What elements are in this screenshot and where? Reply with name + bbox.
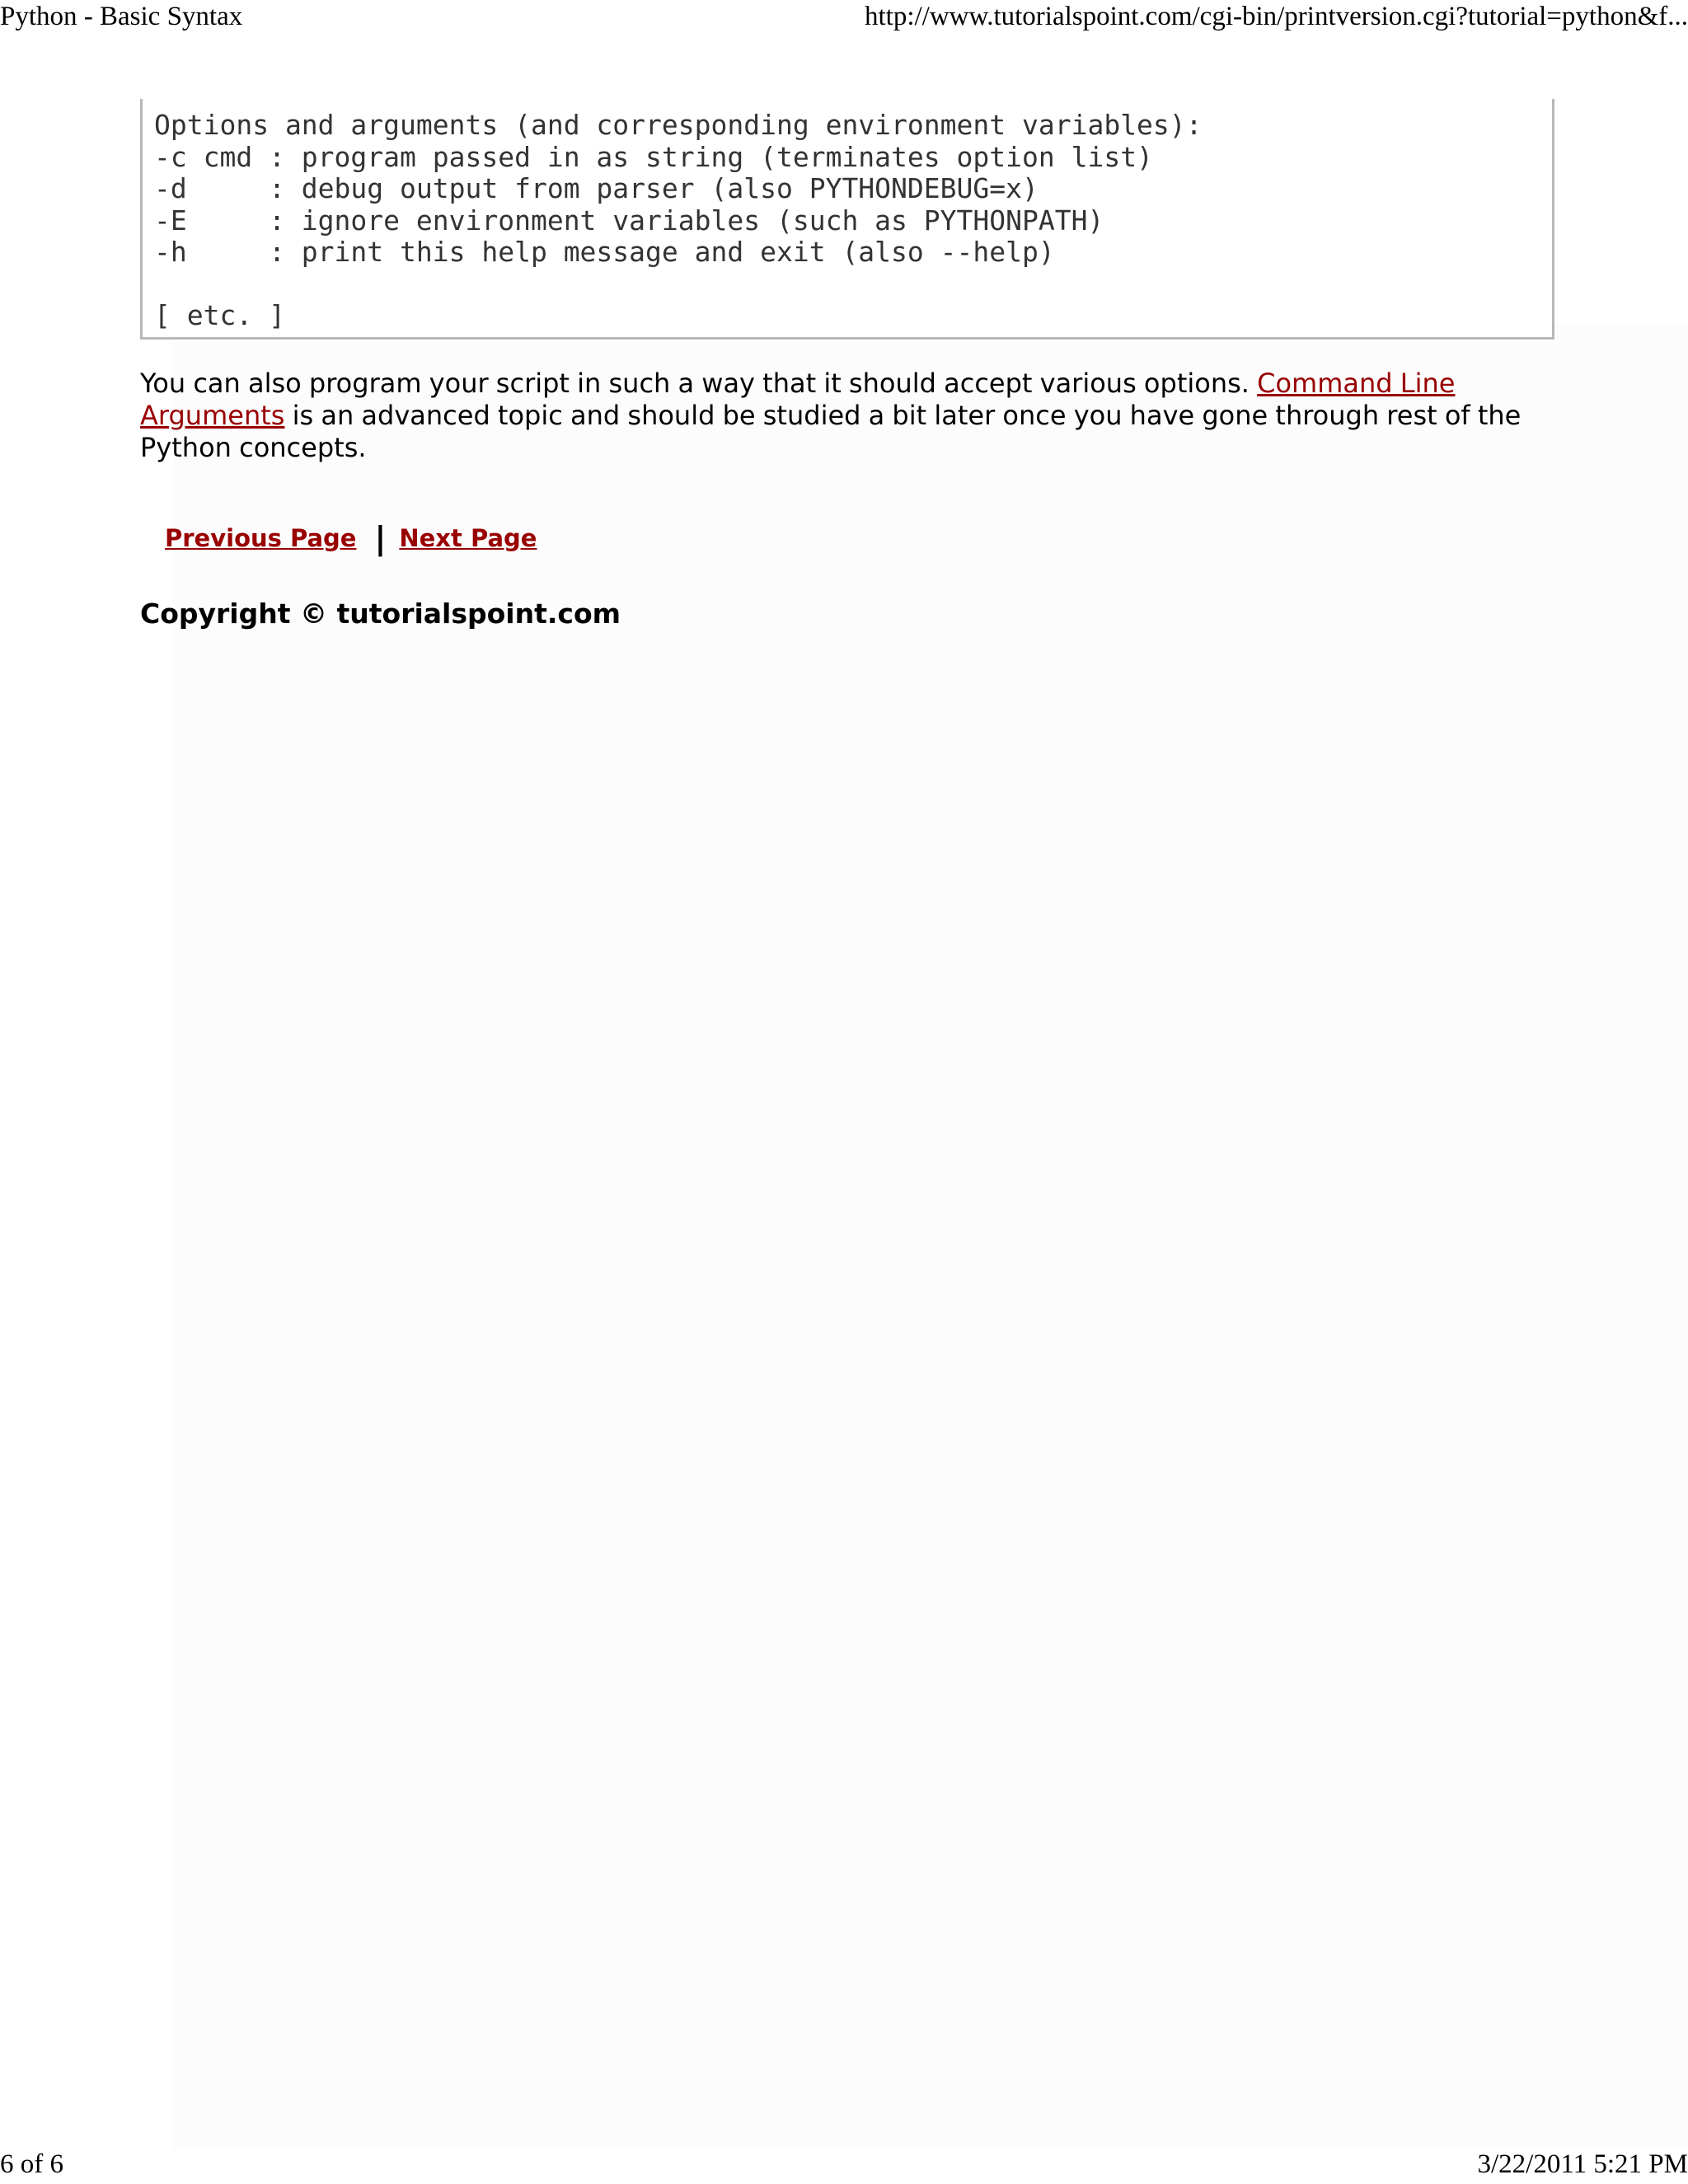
previous-page-link[interactable]: Previous Page — [165, 524, 357, 552]
print-page-title: Python - Basic Syntax — [0, 2, 243, 31]
code-line: -E : ignore environment variables (such as PYTHONPATH) — [154, 204, 1104, 237]
code-line: Options and arguments (and corresponding environment variables): — [154, 109, 1203, 141]
paragraph-text-after-link: is an advanced topic and should be studied a bit later once you have gone through rest of the Python concepts. — [140, 400, 1522, 463]
code-line: -c cmd : program passed in as string (terminates option list) — [154, 140, 1153, 173]
next-page-link[interactable]: Next Page — [399, 524, 537, 552]
copyright-notice: Copyright © tutorialspoint.com — [140, 598, 621, 630]
code-line: -h : print this help message and exit (also --help) — [154, 236, 1055, 268]
main-content — [140, 99, 1554, 630]
body-paragraph — [140, 368, 1554, 464]
paragraph-text-before-link: You can also program your script in such a way that it should accept various options. — [140, 368, 1250, 399]
print-page-number: 6 of 6 — [0, 2149, 63, 2179]
code-line: -d : debug output from parser (also PYTHONDEBUG=x) — [154, 172, 1039, 204]
print-datetime: 3/22/2011 5:21 PM — [1477, 2149, 1688, 2179]
print-footer — [0, 2148, 1688, 2181]
command-line-arguments-link[interactable]: Command Line Arguments — [140, 368, 1456, 431]
code-block — [140, 99, 1554, 340]
print-header — [0, 0, 1688, 33]
print-page-url: http://www.tutorialspoint.com/cgi-bin/printversion.cgi?tutorial=python&f... — [865, 2, 1688, 31]
page-navigation — [140, 522, 1554, 555]
code-line — [154, 269, 1540, 301]
code-line: [ etc. ] — [154, 299, 285, 331]
nav-separator: | — [374, 520, 387, 556]
